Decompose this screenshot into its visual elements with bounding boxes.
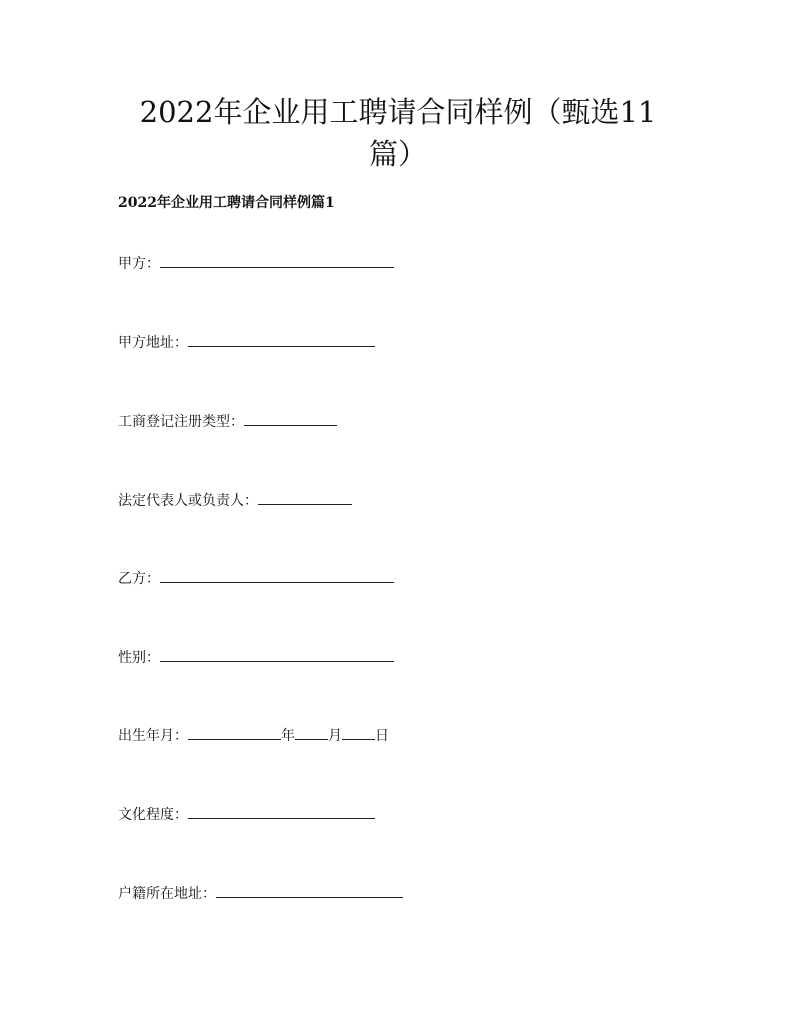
party-b-field	[118, 567, 394, 590]
birth-month-blank[interactable]	[295, 724, 328, 740]
household-address-blank[interactable]	[216, 882, 403, 898]
gender-blank[interactable]	[160, 646, 394, 662]
gender-field	[118, 646, 394, 669]
section-heading: 2022年企业用工聘请合同样例篇1	[118, 195, 335, 211]
birth-date-field	[118, 724, 389, 747]
legal-rep-blank[interactable]	[258, 489, 352, 505]
party-a-address-label: 甲方地址：	[118, 335, 188, 351]
household-address-field	[118, 882, 403, 905]
education-blank[interactable]	[188, 803, 375, 819]
registration-type-label: 工商登记注册类型：	[118, 414, 244, 430]
birth-month-label: 月	[328, 728, 342, 744]
party-a-address-field	[118, 331, 375, 354]
household-address-label: 户籍所在地址：	[118, 886, 216, 902]
document-title-line-2: 篇）	[368, 137, 427, 171]
registration-type-blank[interactable]	[244, 410, 337, 426]
party-b-label: 乙方：	[118, 571, 160, 587]
birth-date-label: 出生年月：	[118, 728, 188, 744]
birth-day-label: 日	[375, 728, 389, 744]
education-field	[118, 803, 375, 826]
party-a-blank[interactable]	[160, 252, 394, 268]
document-title-line-1: 2022年企业用工聘请合同样例（甄选11	[139, 95, 657, 129]
party-a-field	[118, 252, 394, 275]
gender-label: 性别：	[118, 650, 160, 666]
birth-day-blank[interactable]	[342, 724, 375, 740]
party-a-label: 甲方：	[118, 256, 160, 272]
birth-year-label: 年	[281, 728, 295, 744]
birth-year-blank[interactable]	[188, 724, 281, 740]
party-b-blank[interactable]	[160, 567, 394, 583]
party-a-address-blank[interactable]	[188, 331, 375, 347]
legal-rep-label: 法定代表人或负责人：	[118, 493, 258, 509]
registration-type-field	[118, 410, 337, 433]
legal-rep-field	[118, 489, 352, 512]
education-label: 文化程度：	[118, 807, 188, 823]
